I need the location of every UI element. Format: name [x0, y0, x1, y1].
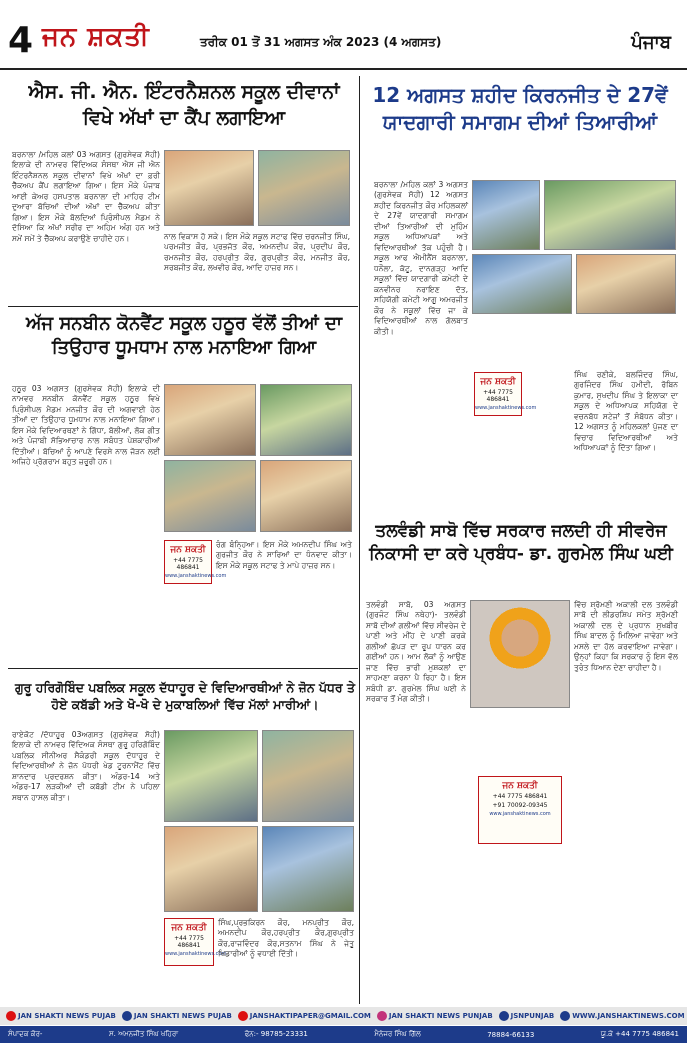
article-photo — [164, 384, 256, 456]
ad-website: www.janshaktinews.com — [165, 951, 227, 957]
social-email[interactable] — [238, 1011, 371, 1021]
article-headline: ਗੁਰੂ ਹਰਿਗੋਬਿੰਦ ਪਬਲਿਕ ਸਕੂਲ ਦੱਧਾਹੂਰ ਦੇ ਵਿਦਿਆਰਥੀਆਂ ਨੇ ਜ਼ੋਨ ਪੱਧਰ ਤੇ ਹੋਏ ਕਬੱਡੀ ਅਤੇ ਖੋ-ਖੋ ਦੇ ਮੁਕਾਬਲਿਆਂ ਵਿੱਚ ਮੱਲਾਂ ਮਾਰੀਆਂ। — [14, 680, 356, 712]
instagram-icon — [377, 1011, 387, 1021]
facebook-icon — [122, 1011, 132, 1021]
social-label: JANSHAKTIPAPER@GMAIL.COM — [249, 1012, 371, 1020]
ad-box — [164, 918, 227, 966]
page-number: 4 — [8, 20, 34, 61]
ad-box — [164, 540, 227, 584]
ad-phone: +44 7775 486841 — [483, 389, 513, 403]
social-twitter[interactable] — [499, 1011, 555, 1021]
section-title: ਪੰਜਾਬ — [631, 32, 671, 53]
footer-social-bar — [0, 1007, 687, 1025]
ad-website: www.janshaktinews.com — [165, 573, 227, 579]
social-label: JAN SHAKTI NEWS PUJAB — [133, 1012, 232, 1020]
twitter-icon — [499, 1011, 509, 1021]
article-photo — [258, 150, 350, 226]
article-photo — [576, 254, 676, 314]
editor-label: ਸੰਪਾਦਕ ਕੋਰ- — [8, 1030, 43, 1038]
article-body: ਬਰਨਾਲਾ /ਮਹਿਲ ਕਲਾਂ 03 ਅਗਸਤ (ਗੁਰਸੇਵਕ ਸੋਹੀ) ਇਲਾਕੇ ਦੀ ਨਾਮਵਰ ਵਿੱਦਿਅਕ ਸੰਸਥਾ ਐਸ ਜੀ ਐਨ ਇੰਟਰਨੈਸ਼ਨਲ ਸਕੂਲ ਦੀਵਾਨਾਂ ਵਿਖੇ ਅੱਖਾਂ ਦਾ ਫ਼ਰੀ ਚੈੱਕਅਪ ਕੈਂਪ ਲਗਾਇਆ ਗਿਆ। ਇਸ ਮੌਕੇ ਪੰਜਾਬ ਆਈ ਕੇਅਰ ਹਸਪਤਾਲ ਬਰਨਾਲਾ ਦੀ ਮਾਹਿਰ ਟੀਮ ਦੁਆਰਾ ਬੱਚਿਆਂ ਦੀਆਂ ਅੱਖਾਂ ਦਾ ਚੈੱਕਅਪ ਕੀਤਾ ਗਿਆ। ਇਸ ਮੌਕੇ ਬੋਲਦਿਆਂ ਪ੍ਰਿੰਸੀਪਲ ਮੈਡਮ ਨੇ ਦੱਸਿਆ ਕਿ ਅੱਖਾਂ ਸਰੀਰ ਦਾ ਅਹਿਮ ਅੰਗ ਹਨ ਅਤੇ ਸਮੇਂ ਸਮੇਂ ਤੇ ਚੈੱਕਅਪ ਕਰਾਉਣੇ ਚਾਹੀਦੇ ਹਨ। — [12, 150, 160, 243]
article-body: ਨਾਲ ਵਿਕਾਸ ਹੋ ਸਕੇ। ਇਸ ਮੌਕੇ ਸਕੂਲ ਸਟਾਫ ਵਿੱਚ ਚਰਨਜੀਤ ਸਿੰਘ, ਪਰਮਜੀਤ ਕੌਰ, ਪ੍ਰਭਜੋਤ ਕੌਰ, ਅਮਨਦੀਪ ਕੌਰ, ਪ੍ਰਦੀਪ ਕੌਰ, ਰਮਨਜੀਤ ਕੌਰ, ਹਰਪ੍ਰੀਤ ਕੌਰ, ਗੁਰਪ੍ਰੀਤ ਕੌਰ, ਮਨਜੀਤ ਕੌਰ, ਸਰਬਜੀਤ ਕੌਰ, ਲਖਵੀਰ ਕੌਰ, ਆਦਿ ਹਾਜ਼ਰ ਸਨ। — [164, 232, 350, 273]
manager-name: ਮੈਨੇਜਰ ਸਿੰਘ ਗਿੱਲ — [374, 1030, 421, 1038]
article-body: ਸਿੰਘ,ਪ੍ਰਭਕਿਰਨ ਕੌਰ, ਮਨਪ੍ਰੀਤ ਕੌਰ, ਅਮਨਦੀਪ ਕੌਰ,ਹਰਪ੍ਰੀਤ ਕੌਰ,ਗੁਰਪ੍ਰੀਤ ਕੌਰ,ਰਾਜਵਿੰਦਰ ਕੌਰ,ਸਤਨਾਮ ਸਿੰਘ ਨੇ ਜੇਤੂ ਖਿਡਾਰੀਆਂ ਨੂੰ ਵਧਾਈ ਦਿੱਤੀ। — [218, 918, 354, 959]
ad-logo: ਜਨ ਸ਼ਕਤੀ — [502, 781, 538, 791]
column-divider — [359, 76, 360, 1004]
article-headline: ਤਲਵੰਡੀ ਸਾਬੋ ਵਿੱਚ ਸਰਕਾਰ ਜਲਦੀ ਹੀ ਸੀਵਰੇਜ ਨਿਕਾਸੀ ਦਾ ਕਰੇ ਪ੍ਰਬੰਧ- ਡਾ. ਗੁਰਮੇਲ ਸਿੰਘ ਘਈ — [369, 521, 673, 564]
article-photo — [472, 180, 540, 250]
ad-logo: ਜਨ ਸ਼ਕਤੀ — [171, 923, 207, 933]
article-photo — [262, 826, 354, 912]
article-photo — [544, 180, 676, 250]
article-photo — [164, 826, 258, 912]
phone-india: ਫੋਨ:- 98785-23331 — [244, 1030, 308, 1038]
article-body: ਹਠੂਰ 03 ਅਗਸਤ (ਗੁਰਸੇਵਕ ਸੋਹੀ) ਇਲਾਕੇ ਦੀ ਨਾਮਵਰ ਸਨਬੀਨ ਕੋਨਵੈਂਟ ਸਕੂਲ ਹਠੂਰ ਵਿਖੇ ਪ੍ਰਿੰਸੀਪਲ ਮੈਡਮ ਮਨਜੀਤ ਕੌਰ ਦੀ ਅਗਵਾਈ ਹੇਠ ਤੀਆਂ ਦਾ ਤਿਉਹਾਰ ਧੂਮਧਾਮ ਨਾਲ ਮਨਾਇਆ ਗਿਆ। ਇਸ ਮੌਕੇ ਵਿਦਿਆਰਥਣਾਂ ਨੇ ਗਿੱਧਾ, ਬੋਲੀਆਂ, ਲੋਕ ਗੀਤ ਅਤੇ ਪੰਜਾਬੀ ਸੱਭਿਆਚਾਰ ਨਾਲ ਸਬੰਧਤ ਪੇਸ਼ਕਾਰੀਆਂ ਦਿੱਤੀਆਂ। ਬੱਚਿਆਂ ਨੂੰ ਆਪਣੇ ਵਿਰਸੇ ਨਾਲ ਜੋੜਨ ਲਈ ਅਜਿਹੇ ਪ੍ਰੋਗਰਾਮ ਬਹੁਤ ਜ਼ਰੂਰੀ ਹਨ। — [12, 384, 160, 467]
article-photo — [164, 730, 258, 822]
social-label: JAN SHAKTI NEWS PUNJAB — [388, 1012, 493, 1020]
article-headline: 12 ਅਗਸਤ ਸ਼ਹੀਦ ਕਿਰਨਜੀਤ ਦੇ 27ਵੇਂ ਯਾਦਗਾਰੀ ਸਮਾਗਮ ਦੀਆਂ ਤਿਆਰੀਆਂ — [372, 83, 668, 134]
globe-icon — [560, 1011, 570, 1021]
social-instagram[interactable] — [377, 1011, 493, 1021]
article-headline: ਐਸ. ਜੀ. ਐਨ. ਇੰਟਰਨੈਸ਼ਨਲ ਸਕੂਲ ਦੀਵਾਨਾਂ ਵਿਖੇ ਅੱਖਾਂ ਦਾ ਕੈਂਪ ਲਗਾਇਆ — [28, 81, 340, 129]
article-body: ਵਿੱਚ ਸ਼੍ਰੋਮਣੀ ਅਕਾਲੀ ਦਲ ਤਲਵੰਡੀ ਸਾਬੋ ਦੀ ਲੀਡਰਸ਼ਿਪ ਸਮੇਤ ਸ਼੍ਰੋਮਣੀ ਅਕਾਲੀ ਦਲ ਦੇ ਪ੍ਰਧਾਨ ਸੁਖਬੀਰ ਸਿੰਘ ਬਾਦਲ ਨੂੰ ਮਿਲਿਆ ਜਾਵੇਗਾ ਅਤੇ ਮਸਲੇ ਦਾ ਹੱਲ ਕਰਵਾਇਆ ਜਾਵੇਗਾ। ਉਨ੍ਹਾਂ ਕਿਹਾ ਕਿ ਸਰਕਾਰ ਨੂੰ ਇਸ ਵੱਲ ਤੁਰੰਤ ਧਿਆਨ ਦੇਣਾ ਚਾਹੀਦਾ ਹੈ। — [574, 600, 678, 672]
article-photo — [472, 254, 572, 314]
ad-phone: +44 7775 486841 — [492, 793, 548, 800]
date-line: ਤਰੀਕ 01 ਤੋਂ 31 ਅਗਸਤ ਅੰਕ 2023 (4 ਅਗਸਤ) — [200, 35, 442, 49]
social-youtube[interactable] — [6, 1011, 116, 1021]
ad-logo: ਜਨ ਸ਼ਕਤੀ — [480, 377, 516, 387]
ad-box — [474, 372, 537, 416]
newspaper-logo: ਜਨ ਸ਼ਕਤੀ — [42, 22, 150, 52]
social-facebook[interactable] — [122, 1011, 232, 1021]
ad-phone: +44 7775 486841 — [174, 935, 204, 949]
article-headline: ਅੱਜ ਸਨਬੀਨ ਕੋਨਵੈਂਟ ਸਕੂਲ ਹਠੂਰ ਵੱਲੋਂ ਤੀਆਂ ਦਾ ਤਿਉਹਾਰ ਧੂਮਧਾਮ ਨਾਲ ਮਨਾਇਆ ਗਿਆ — [25, 313, 343, 359]
article-photo — [164, 460, 256, 532]
ad-phone-2: +91 70092-09345 — [492, 802, 548, 809]
masthead — [0, 0, 687, 70]
divider — [8, 306, 358, 307]
ad-logo: ਜਨ ਸ਼ਕਤੀ — [170, 545, 206, 555]
article-photo — [260, 460, 352, 532]
social-website[interactable] — [560, 1011, 684, 1021]
social-label: JSNPUNJAB — [510, 1012, 555, 1020]
article-body: ਰੰਗ ਬੰਨ੍ਹਿਆ। ਇਸ ਮੌਕੇ ਅਮਨਦੀਪ ਸਿੰਘ ਅਤੇ ਗੁਰਜੀਤ ਕੌਰ ਨੇ ਸਾਰਿਆਂ ਦਾ ਧੰਨਵਾਦ ਕੀਤਾ। ਇਸ ਮੌਕੇ ਸਕੂਲ ਸਟਾਫ ਤੇ ਮਾਪੇ ਹਾਜ਼ਰ ਸਨ। — [216, 540, 352, 570]
portrait-photo — [470, 600, 570, 708]
article-body: ਸਿੰਘ ਰਣੀਕੇ, ਬਲਜਿੰਦਰ ਸਿੰਘ, ਗੁਰਜਿੰਦਰ ਸਿੰਘ ਹਮੀਦੀ, ਰੋਬਿਨ ਕੁਮਾਰ, ਸੁਖਦੀਪ ਸਿੰਘ ਤੇ ਇਲਾਕਾ ਦਾ ਸਕੂਲ ਦੇ ਅਧਿਆਪਕ ਸਹਿਯੋਗ ਦੇ ਵਚਨਬੱਧ ਸਟੇਜਾਂ ਤੋਂ ਸੰਬੋਧਨ ਕੀਤਾ। 12 ਅਗਸਤ ਨੂੰ ਮਹਿਲਕਲਾਂ ਪੁੱਜਣ ਦਾ ਵਿਚਾਰ ਵਿਦਿਆਰਥੀਆਂ ਅਤੇ ਅਧਿਆਪਕਾਂ ਨੂੰ ਦਿੱਤਾ ਗਿਆ। — [574, 370, 678, 453]
ad-box — [478, 776, 562, 844]
divider — [8, 668, 358, 669]
article-photo — [164, 150, 254, 226]
article-photo — [262, 730, 354, 822]
article-photo — [260, 384, 352, 456]
ad-website: www.janshaktinews.com — [475, 405, 537, 411]
footer-meta-bar — [0, 1026, 687, 1043]
social-label: JAN SHAKTI NEWS PUJAB — [18, 1012, 116, 1020]
phone-secondary: 78884-66133 — [487, 1030, 535, 1039]
article-body: ਤਲਵੰਡੀ ਸਾਬੋ, 03 ਅਗਸਤ (ਗੁਰਜੰਟ ਸਿੰਘ ਨਥੇਹਾ)- ਤਲਵੰਡੀ ਸਾਬੋ ਦੀਆਂ ਗਲੀਆਂ ਵਿੱਚ ਸੀਵਰੇਜ ਦੇ ਪਾਣੀ ਅਤੇ ਮੀਂਹ ਦੇ ਪਾਣੀ ਕਰਕੇ ਗਲੀਆਂ ਛੱਪੜ ਦਾ ਰੂਪ ਧਾਰਨ ਕਰ ਗਈਆਂ ਹਨ। ਆਮ ਲੋਕਾਂ ਨੂੰ ਆਉਣ ਜਾਣ ਵਿੱਚ ਭਾਰੀ ਮੁਸ਼ਕਲਾਂ ਦਾ ਸਾਹਮਣਾ ਕਰਨਾ ਪੈ ਰਿਹਾ ਹੈ। ਇਸ ਸਬੰਧੀ ਡਾ. ਗੁਰਮੇਲ ਸਿੰਘ ਘਈ ਨੇ ਸਰਕਾਰ ਤੋਂ ਮੰਗ ਕੀਤੀ। — [366, 600, 466, 704]
article-body: ਬਰਨਾਲਾ /ਮਹਿਲ ਕਲਾਂ 3 ਅਗਸਤ (ਗੁਰਸੇਵਕ ਸੋਹੀ) 12 ਅਗਸਤ ਸ਼ਹੀਦ ਕਿਰਨਜੀਤ ਕੌਰ ਮਹਿਲਕਲਾਂ ਦੇ 27ਵੇਂ ਯਾਦਗਾਰੀ ਸਮਾਗਮ ਦੀਆਂ ਤਿਆਰੀਆਂ ਦੀ ਮੁਹਿੰਮ ਸਕੂਲ ਅਧਿਆਪਕਾਂ ਅਤੇ ਵਿਦਿਆਰਥੀਆਂ ਤੱਕ ਪਹੁੰਚੀ ਹੈ। ਸਕੂਲ ਆਫ ਐਮੀਨੈਂਸ ਬਰਨਾਲਾ, ਧਨੌਲਾ, ਕੱਟੂ, ਦਾਨਗੜ੍ਹ ਆਦਿ ਸਕੂਲਾਂ ਵਿੱਚ ਯਾਦਗਾਰੀ ਕਮੇਟੀ ਦੇ ਕਨਵੀਨਰ ਨਰਾਇਣ ਦੱਤ, ਸਹਿਯੋਗੀ ਕਮੇਟੀ ਆਗੂ ਅਮਰਜੀਤ ਕੌਰ ਨੇ ਸਕੂਲਾਂ ਵਿੱਚ ਜਾ ਕੇ ਵਿਦਿਆਰਥੀਆਂ ਨਾਲ ਗੱਲਬਾਤ ਕੀਤੀ। — [374, 180, 468, 336]
email-icon — [238, 1011, 248, 1021]
ad-phone: +44 7775 486841 — [173, 557, 203, 571]
editor-name: ਸ. ਅਮਨਜੀਤ ਸਿੰਘ ਖਹਿਰਾ — [108, 1030, 179, 1038]
ad-website: www.janshaktinews.com — [489, 811, 551, 817]
phone-uk: ਯੂ.ਕੇ +44 7775 486841 — [600, 1030, 679, 1038]
youtube-icon — [6, 1011, 16, 1021]
social-label: WWW.JANSHAKTINEWS.COM — [572, 1012, 685, 1020]
article-body: ਰਾਏਕੋਟ /ਦੱਧਾਹੂਰ 03ਅਗਸਤ (ਗੁਰਸੇਵਕ ਸੋਹੀ) ਇਲਾਕੇ ਦੀ ਨਾਮਵਰ ਵਿੱਦਿਅਕ ਸੰਸਥਾ ਗੁਰੂ ਹਰਿਗੋਬਿੰਦ ਪਬਲਿਕ ਸੀਨੀਅਰ ਸੈਕੰਡਰੀ ਸਕੂਲ ਦੱਧਾਹੂਰ ਦੇ ਵਿਦਿਆਰਥੀਆਂ ਨੇ ਜ਼ੋਨ ਪੱਧਰੀ ਖੇਡ ਟੂਰਨਾਮੈਂਟ ਵਿੱਚ ਸ਼ਾਨਦਾਰ ਪ੍ਰਦਰਸ਼ਨ ਕੀਤਾ। ਅੰਡਰ-14 ਅਤੇ ਅੰਡਰ-17 ਲੜਕੀਆਂ ਦੀ ਕਬੱਡੀ ਟੀਮ ਨੇ ਪਹਿਲਾ ਸਥਾਨ ਹਾਸਲ ਕੀਤਾ। — [12, 730, 160, 802]
